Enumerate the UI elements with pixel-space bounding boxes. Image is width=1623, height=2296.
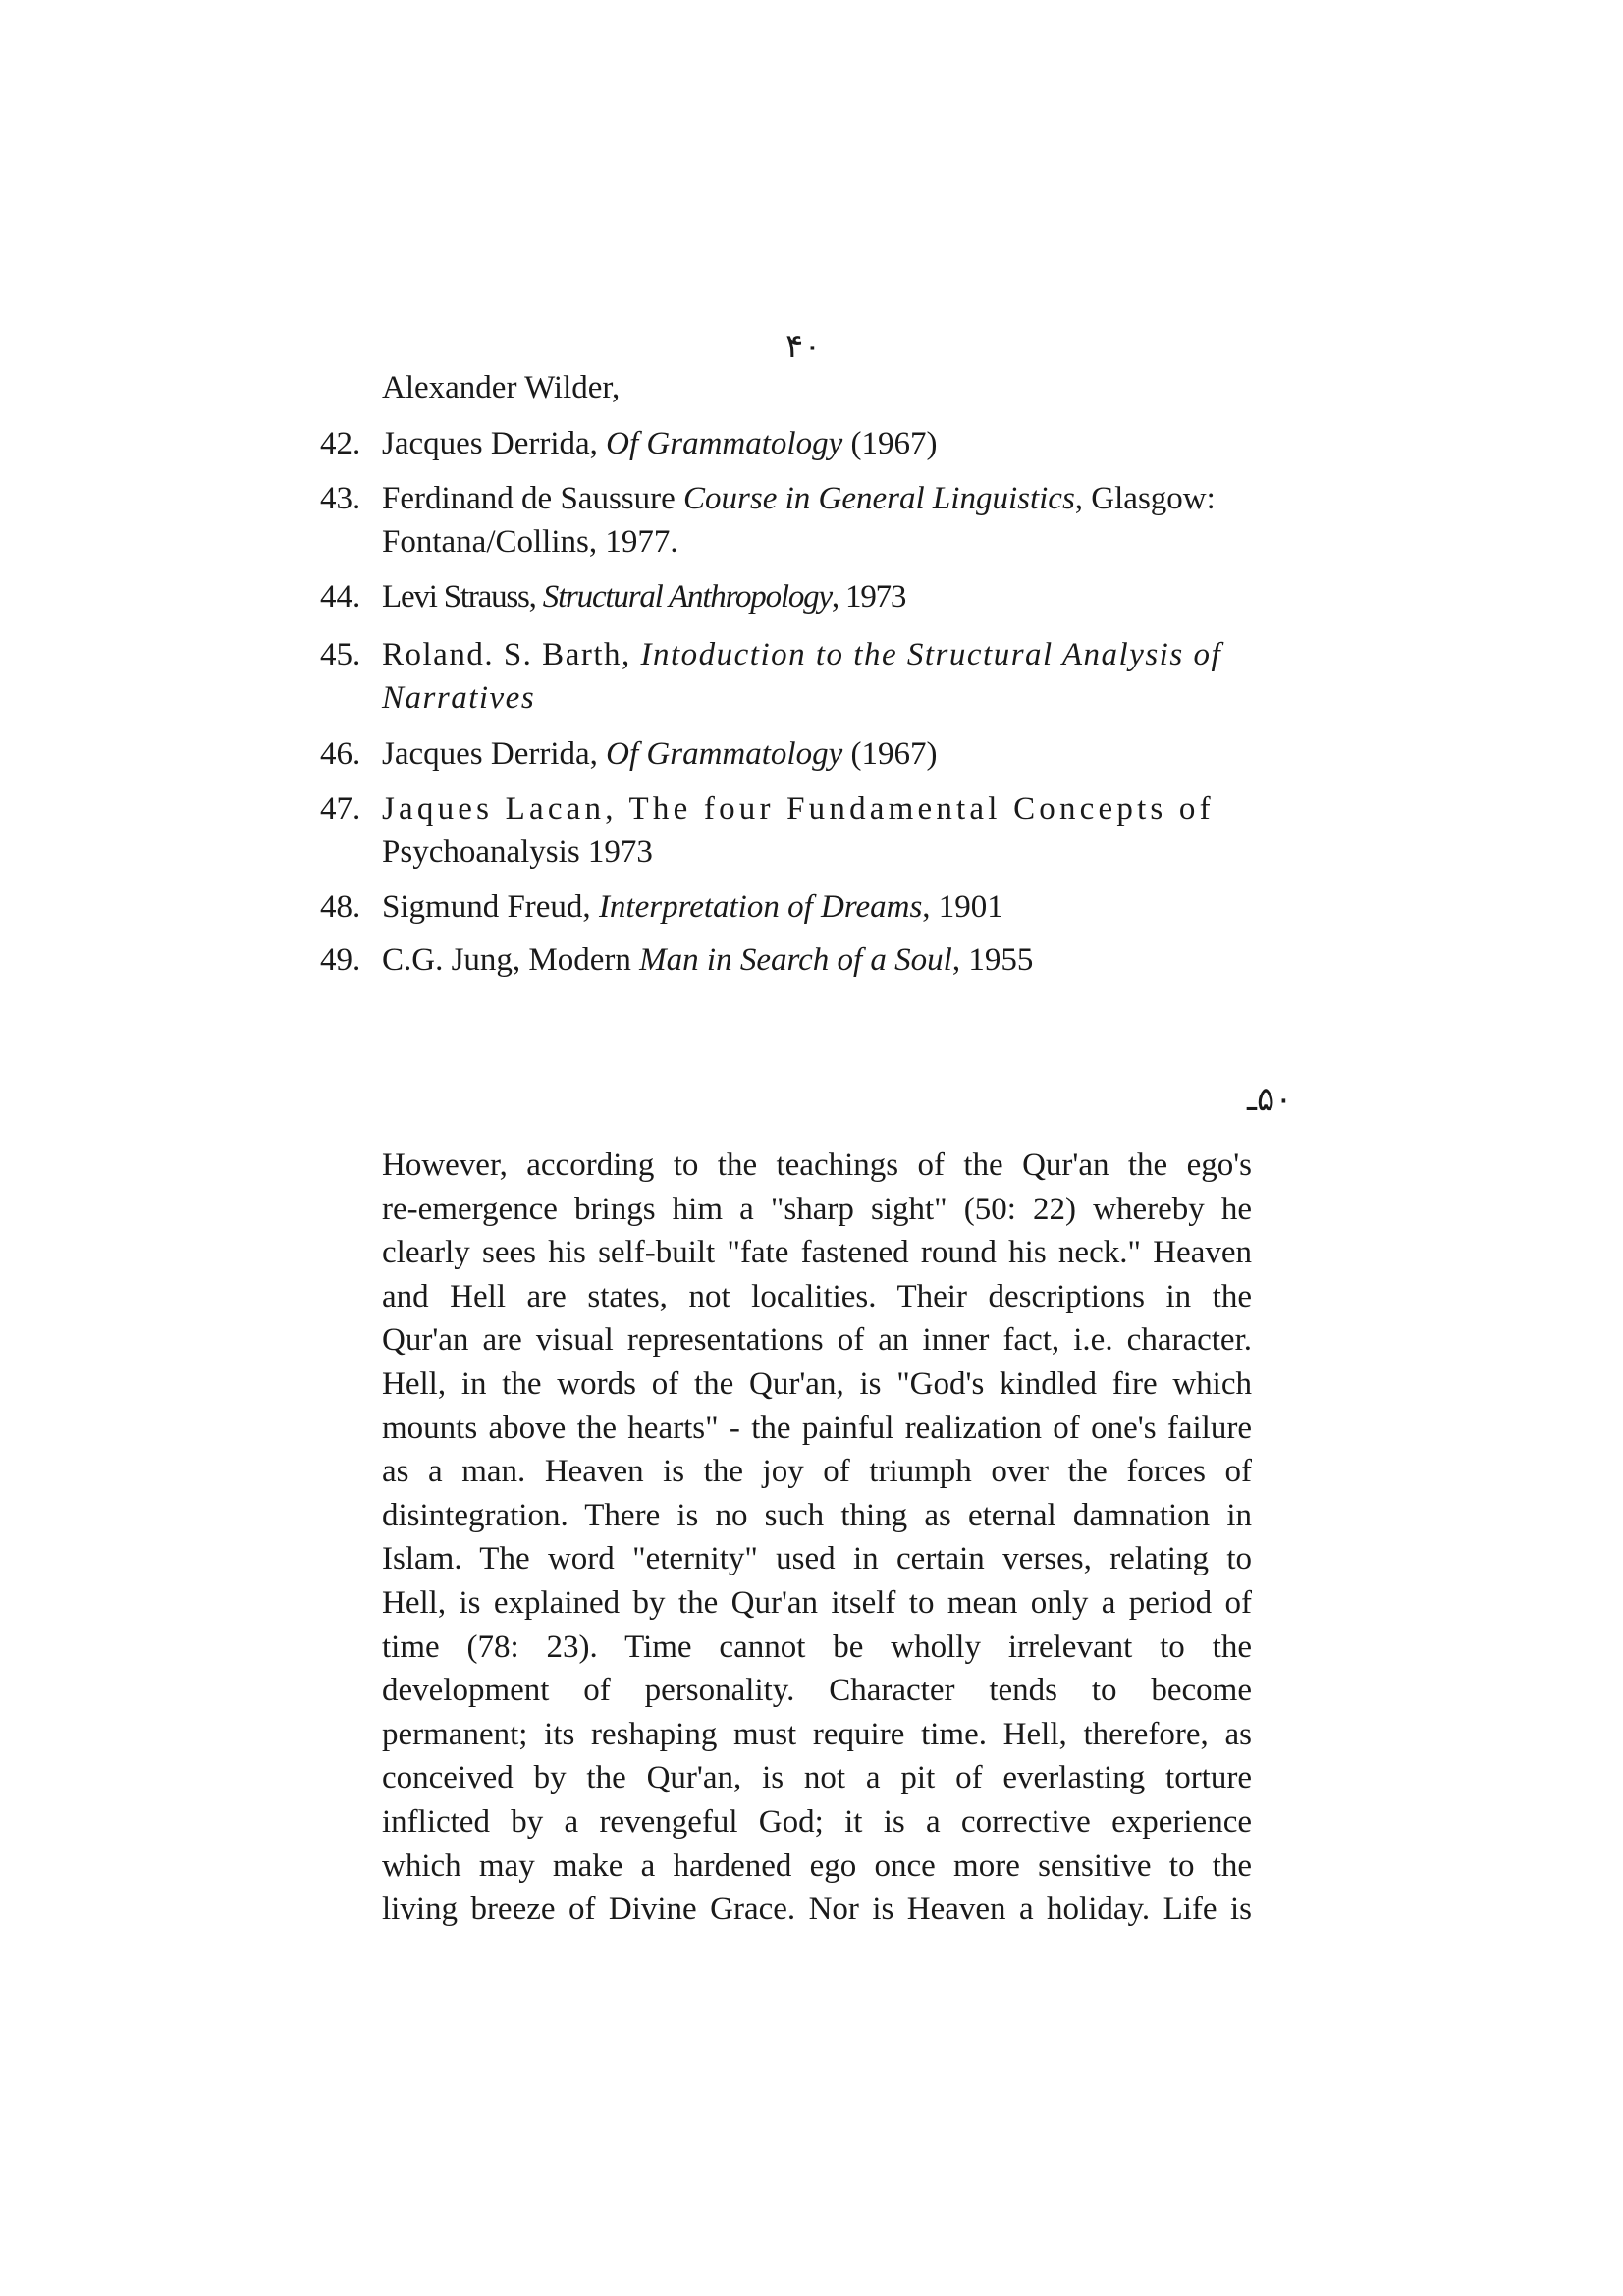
- body-line: Hell, is explained by the Qur'an itself to mean only a period of: [382, 1584, 1252, 1621]
- note-number: 43.: [320, 481, 361, 516]
- body-line: Qur'an are visual representations of an inner fact, i.e. character.: [382, 1322, 1252, 1359]
- body-line: inflicted by a revengeful God; it is a corrective experience: [382, 1803, 1252, 1840]
- note-number: 42.: [320, 426, 361, 461]
- body-line: as a man. Heaven is the joy of triumph over the forces of: [382, 1454, 1252, 1490]
- note-text: Roland. S. Barth, Intoduction to the Structural Analysis of Narratives: [382, 637, 1222, 716]
- body-line: development of personality. Character tends to become: [382, 1673, 1252, 1709]
- note-number: 49.: [320, 942, 361, 978]
- body-line: mounts above the hearts" - the painful realization of one's failure: [382, 1410, 1252, 1446]
- note-number: 47.: [320, 791, 361, 827]
- note-number: 48.: [320, 889, 361, 925]
- note-text: Ferdinand de Saussure Course in General Linguistics, Glasgow: Fontana/Collins, 1977.: [382, 481, 1216, 560]
- note-text: C.G. Jung, Modern Man in Search of a Soul, 1955: [382, 942, 1034, 978]
- body-line: However, according to the teachings of the Qur'an the ego's: [382, 1148, 1252, 1183]
- note-title: Man in Search of a Soul: [639, 942, 952, 978]
- note-title: Interpretation of Dreams: [598, 889, 923, 925]
- note-text: Sigmund Freud, Interpretation of Dreams, 1901: [382, 889, 1003, 925]
- page-number: ۴۰: [785, 329, 822, 365]
- note-number: 44.: [320, 579, 361, 614]
- body-line: permanent; its reshaping must require time. Hell, therefore, as: [382, 1716, 1252, 1752]
- note-text: Jacques Derrida, Of Grammatology (1967): [382, 736, 938, 772]
- note-continuation: Alexander Wilder,: [382, 370, 621, 405]
- body-line: clearly sees his self-built "fate fastened round his neck." Heaven: [382, 1235, 1252, 1271]
- body-line: conceived by the Qur'an, is not a pit of everlasting torture: [382, 1760, 1252, 1796]
- body-line: and Hell are states, not localities. Their descriptions in the: [382, 1278, 1252, 1314]
- body-line: living breeze of Divine Grace. Nor is Heaven a holiday. Life is: [382, 1892, 1252, 1928]
- note-title: Course in General Linguistics: [683, 481, 1075, 516]
- note-text: Levi Strauss, Structural Anthropology, 1973: [382, 579, 906, 614]
- note-text: Jaques Lacan, The four Fundamental Concepts of Psychoanalysis 1973: [382, 791, 1215, 870]
- body-line: which may make a hardened ego once more sensitive to the: [382, 1847, 1252, 1884]
- body-paragraph: [382, 1144, 1252, 1932]
- section-page-marker: ۵۰ـ: [1247, 1082, 1293, 1118]
- body-line: time (78: 23). Time cannot be wholly irrelevant to the: [382, 1629, 1252, 1665]
- note-title: Of Grammatology: [606, 736, 843, 772]
- body-line: re-emergence brings him a "sharp sight" (50: 22) whereby he: [382, 1191, 1252, 1227]
- note-title: Intoduction to the Structural Analysis of: [640, 637, 1222, 672]
- body-line: Islam. The word "eternity" used in certain verses, relating to: [382, 1541, 1252, 1577]
- note-title: Of Grammatology: [606, 426, 843, 461]
- note-number: 46.: [320, 736, 361, 772]
- note-title: Structural Anthropology: [542, 579, 832, 614]
- body-line: disintegration. There is no such thing as eternal damnation in: [382, 1497, 1252, 1533]
- body-line: Hell, in the words of the Qur'an, is "God's kindled fire which: [382, 1365, 1252, 1402]
- note-number: 45.: [320, 637, 361, 672]
- note-text: Jacques Derrida, Of Grammatology (1967): [382, 426, 938, 461]
